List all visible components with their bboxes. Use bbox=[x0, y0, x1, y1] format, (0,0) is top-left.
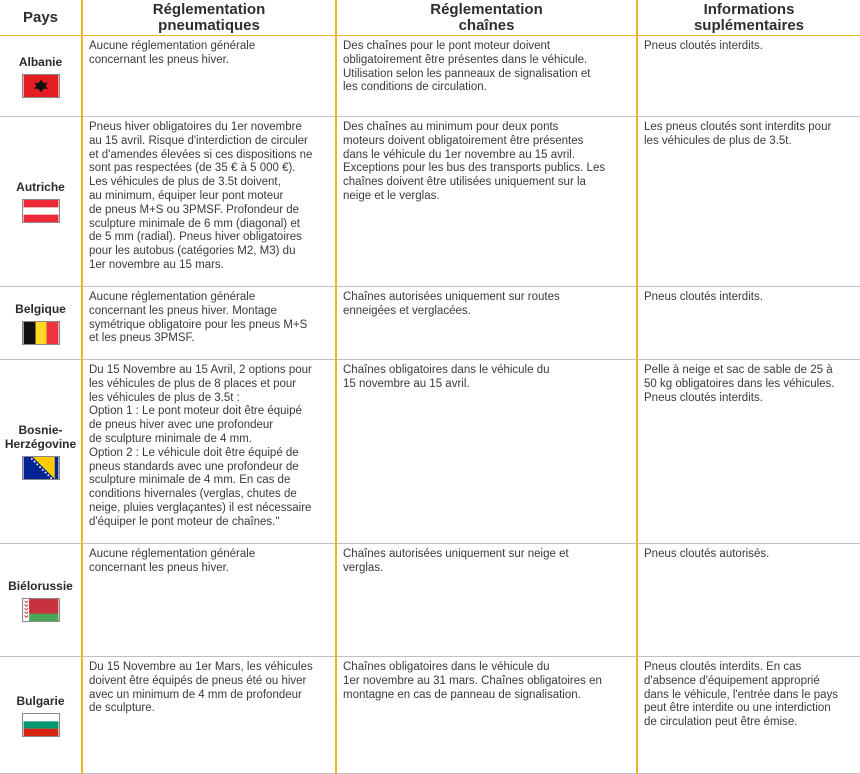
header-row bbox=[0, 0, 860, 36]
table-row bbox=[0, 117, 860, 287]
infos-cell: Pneus cloutés interdits. bbox=[637, 287, 860, 360]
country-name: Bosnie- Herzégovine bbox=[4, 423, 77, 451]
country-cell bbox=[0, 544, 82, 657]
country-cell bbox=[0, 36, 82, 117]
belgium-flag-icon bbox=[22, 321, 60, 345]
country-name: Bulgarie bbox=[16, 693, 65, 708]
country-cell bbox=[0, 360, 82, 544]
austria-flag-icon bbox=[22, 199, 60, 223]
chaines-cell: Chaînes obligatoires dans le véhicule du 1er novembre au 31 mars. Chaînes obligatoires en montagne en cas de panneau de signalisation. bbox=[336, 657, 637, 774]
country-name: Biélorussie bbox=[8, 578, 73, 593]
infos-cell: Pneus cloutés autorisés. bbox=[637, 544, 860, 657]
country-cell bbox=[0, 657, 82, 774]
chaines-cell: Chaînes obligatoires dans le véhicule du 15 novembre au 15 avril. bbox=[336, 360, 637, 544]
bosnia-flag-icon bbox=[22, 456, 60, 480]
header-chaines: Réglementation chaînes bbox=[336, 0, 637, 36]
infos-cell: Pelle à neige et sac de sable de 25 à 50 kg obligatoires dans les véhicules. Pneus cloutés interdits. bbox=[637, 360, 860, 544]
chaines-cell: Chaînes autorisées uniquement sur neige et verglas. bbox=[336, 544, 637, 657]
country-name: Albanie bbox=[18, 54, 63, 69]
header-pays: Pays bbox=[0, 0, 82, 36]
bulgaria-flag-icon bbox=[22, 713, 60, 737]
table-row bbox=[0, 36, 860, 117]
pneus-cell: Pneus hiver obligatoires du 1er novembre au 15 avril. Risque d'interdiction de circuler et d'amendes élevées si ces dispositions ne sont pas respectées (de 35 € à 5 000 €). Les véhicules de plus de 3.5t doivent, au minimum, équiper leur pont moteur de pneus M+S ou 3PMSF. Profondeur de sculpture minimale de 6 mm (diagonal) et de 5 mm (radial). Pneus hiver obligatoires pour les autobus (catégories M2, M3) du 1er novembre au 15 mars. bbox=[82, 117, 336, 287]
chaines-cell: Chaînes autorisées uniquement sur routes enneigées et verglacées. bbox=[336, 287, 637, 360]
pneus-cell: Aucune réglementation générale concernant les pneus hiver. Montage symétrique obligatoire pour les pneus M+S et les pneus 3PMSF. bbox=[82, 287, 336, 360]
header-pneumatiques: Réglementation pneumatiques bbox=[82, 0, 336, 36]
chaines-cell: Des chaînes pour le pont moteur doivent obligatoirement être présentes dans le véhicule. Utilisation selon les panneaux de signalisation et les conditions de circulation. bbox=[336, 36, 637, 117]
country-cell bbox=[0, 287, 82, 360]
infos-cell: Pneus cloutés interdits. bbox=[637, 36, 860, 117]
country-cell bbox=[0, 117, 82, 287]
infos-cell: Les pneus cloutés sont interdits pour les véhicules de plus de 3.5t. bbox=[637, 117, 860, 287]
chaines-cell: Des chaînes au minimum pour deux ponts moteurs doivent obligatoirement être présentes dans le véhicule du 1er novembre au 15 avril. Exceptions pour les bus des transports publics. Les chaînes doivent être utilisées uniquement sur la neige et le verglas. bbox=[336, 117, 637, 287]
header-infos: Informations suplémentaires bbox=[637, 0, 860, 36]
pneus-cell: Aucune réglementation générale concernant les pneus hiver. bbox=[82, 36, 336, 117]
country-name: Autriche bbox=[16, 180, 65, 194]
table-row bbox=[0, 544, 860, 657]
table-row bbox=[0, 360, 860, 544]
albania-flag-icon bbox=[22, 74, 60, 98]
pneus-cell: Du 15 Novembre au 1er Mars, les véhicules doivent être équipés de pneus été ou hiver avec un minimum de 4 mm de profondeur de sculpture. bbox=[82, 657, 336, 774]
table-row bbox=[0, 657, 860, 774]
country-name: Belgique bbox=[15, 301, 66, 316]
table-row bbox=[0, 287, 860, 360]
pneus-cell: Aucune réglementation générale concernant les pneus hiver. bbox=[82, 544, 336, 657]
pneus-cell: Du 15 Novembre au 15 Avril, 2 options pour les véhicules de plus de 8 places et pour les véhicules de plus de 3.5t : Option 1 : Le pont moteur doit être équipé de pneus hiver avec une profondeur de sculpture minimale de 4 mm. Option 2 : Le véhicule doit être équipé de pneus standards avec une profondeur de sculpture minimale de 4 mm. En cas de conditions hivernales (verglas, chutes de neige, pluies verglaçantes) il est nécessaire d'équiper le pont moteur de chaînes." bbox=[82, 360, 336, 544]
belarus-flag-icon bbox=[22, 598, 60, 622]
infos-cell: Pneus cloutés interdits. En cas d'absence d'équipement approprié dans le véhicule, l'entrée dans le pays peut être interdite ou une interdiction de circulation peut être émise. bbox=[637, 657, 860, 774]
